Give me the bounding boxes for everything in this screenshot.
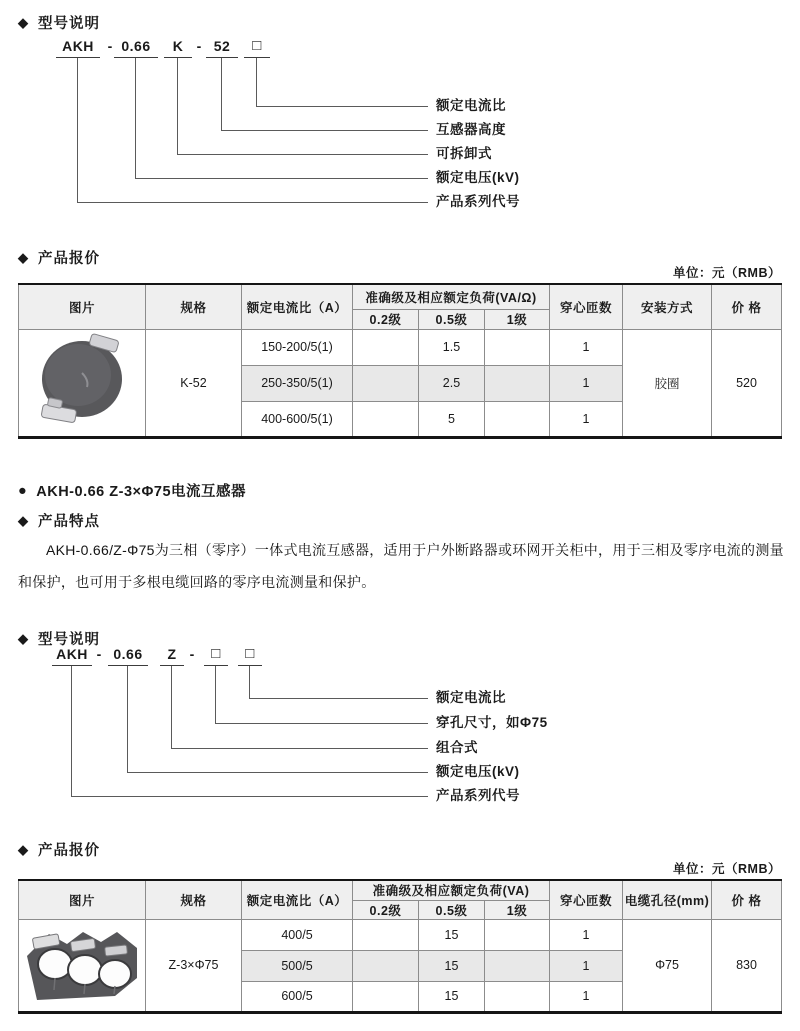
circle-bullet-icon: ●	[18, 482, 28, 499]
connector-line	[77, 58, 78, 202]
header-accuracy-group: 准确级及相应额定负荷(VA)	[353, 880, 550, 900]
cell-cable-hole: Φ75	[623, 919, 712, 1012]
connector-line	[221, 58, 222, 130]
header-ratio: 额定电流比（A）	[242, 880, 353, 919]
model-dash: -	[107, 38, 113, 54]
cell-ratio: 600/5	[242, 981, 353, 1012]
header-ratio: 额定电流比（A）	[242, 284, 353, 329]
connector-line	[249, 666, 250, 698]
cell-acc-1	[485, 329, 550, 365]
z3-product-photo	[19, 919, 146, 1012]
diagram-label-hole-size: 穿孔尺寸，如Φ75	[436, 715, 548, 730]
cell-acc-02	[353, 401, 419, 437]
header-class-05: 0.5级	[419, 900, 485, 919]
cell-acc-1	[485, 919, 550, 950]
cell-acc-02	[353, 919, 419, 950]
cell-acc-05: 5	[419, 401, 485, 437]
model-part-type: Z	[160, 646, 184, 666]
k52-round-ct-image	[32, 333, 132, 429]
connector-line	[177, 154, 428, 155]
cell-ratio: 500/5	[242, 950, 353, 981]
cell-price: 520	[712, 329, 782, 437]
connector-line	[77, 202, 428, 203]
model-part-series: AKH	[52, 646, 92, 666]
price-table-z3	[18, 879, 782, 1014]
model-part-series: AKH	[56, 38, 100, 58]
header-class-02: 0.2级	[353, 309, 419, 329]
header-turns: 穿心匝数	[550, 880, 623, 919]
header-class-02: 0.2级	[353, 900, 419, 919]
model-dash: -	[189, 646, 195, 662]
connector-line	[215, 666, 216, 723]
connector-line	[71, 666, 72, 796]
cell-acc-1	[485, 981, 550, 1012]
cell-acc-1	[485, 365, 550, 401]
model-part-placeholder-box: □	[244, 38, 270, 58]
model-part-height: 52	[206, 38, 238, 58]
diagram-label-voltage: 额定电压(kV)	[436, 764, 520, 779]
table-header-row	[19, 880, 782, 900]
header-turns: 穿心匝数	[550, 284, 623, 329]
header-class-1: 1级	[485, 309, 550, 329]
cell-acc-05: 15	[419, 950, 485, 981]
cell-acc-05: 1.5	[419, 329, 485, 365]
cell-install: 胶圈	[623, 329, 712, 437]
model-part-placeholder-box: □	[204, 646, 228, 666]
connector-line	[171, 666, 172, 748]
connector-line	[221, 130, 428, 131]
connector-line	[135, 178, 428, 179]
header-image: 图片	[19, 284, 146, 329]
diamond-bullet-icon: ◆	[18, 631, 29, 646]
table-header-row	[19, 284, 782, 309]
cell-price: 830	[712, 919, 782, 1012]
connector-line	[135, 58, 136, 178]
connector-line	[177, 58, 178, 154]
cell-ratio: 150-200/5(1)	[242, 329, 353, 365]
table-row	[19, 329, 782, 365]
header-spec: 规格	[146, 880, 242, 919]
connector-line	[256, 58, 257, 106]
diamond-bullet-icon: ◆	[18, 15, 29, 30]
diamond-bullet-icon: ◆	[18, 250, 29, 265]
section-heading-quote-1	[18, 247, 100, 268]
cell-acc-1	[485, 401, 550, 437]
connector-line	[127, 666, 128, 772]
cell-turns: 1	[550, 401, 623, 437]
diagram-label-combined: 组合式	[436, 740, 478, 755]
cell-ratio: 400/5	[242, 919, 353, 950]
section-heading-features	[18, 510, 100, 531]
cell-acc-1	[485, 950, 550, 981]
cell-acc-05: 15	[419, 919, 485, 950]
diagram-label-current-ratio: 额定电流比	[436, 98, 506, 113]
cell-ratio: 400-600/5(1)	[242, 401, 353, 437]
product-title-label: AKH-0.66 Z-3×Φ75电流互感器	[36, 484, 247, 500]
cell-spec: Z-3×Φ75	[146, 919, 242, 1012]
cell-acc-02	[353, 365, 419, 401]
header-price: 价 格	[712, 284, 782, 329]
table-row	[19, 919, 782, 950]
connector-line	[256, 106, 428, 107]
section-heading-label: 产品特点	[38, 514, 100, 530]
section-heading-quote-2	[18, 839, 100, 860]
cell-turns: 1	[550, 919, 623, 950]
diamond-bullet-icon: ◆	[18, 842, 29, 857]
header-class-1: 1级	[485, 900, 550, 919]
diagram-label-voltage: 额定电压(kV)	[436, 170, 520, 185]
header-image: 图片	[19, 880, 146, 919]
header-cable-hole: 电缆孔径(mm)	[623, 880, 712, 919]
features-paragraph: AKH-0.66/Z-Φ75为三相（零序）一体式电流互感器，适用于户外断路器或环网开关柜中，用于三相及零序电流的测量和保护，也可用于多根电缆回路的零序电流测量和保护。	[18, 542, 784, 590]
cell-acc-02	[353, 329, 419, 365]
cell-ratio: 250-350/5(1)	[242, 365, 353, 401]
connector-line	[71, 796, 428, 797]
section-heading-label: 型号说明	[38, 16, 100, 32]
section-heading-label: 型号说明	[38, 632, 100, 648]
cell-acc-02	[353, 950, 419, 981]
header-spec: 规格	[146, 284, 242, 329]
diamond-bullet-icon: ◆	[18, 513, 29, 528]
cell-acc-02	[353, 981, 419, 1012]
model-dash: -	[96, 646, 102, 662]
connector-line	[171, 748, 428, 749]
model-diagram-1	[0, 0, 800, 230]
header-accuracy-group: 准确级及相应额定负荷(VA/Ω)	[353, 284, 550, 309]
z3-triple-hole-ct-image	[21, 922, 143, 1006]
connector-line	[215, 723, 428, 724]
model-part-voltage: 0.66	[114, 38, 158, 58]
connector-line	[127, 772, 428, 773]
header-class-05: 0.5级	[419, 309, 485, 329]
cell-acc-05: 2.5	[419, 365, 485, 401]
k52-product-photo	[19, 329, 146, 437]
diagram-label-detachable: 可拆卸式	[436, 146, 492, 161]
model-part-placeholder-box: □	[238, 646, 262, 666]
section-heading-label: 产品报价	[38, 843, 100, 859]
diagram-label-series-code: 产品系列代号	[436, 788, 520, 803]
price-table-k52	[18, 283, 782, 439]
cell-turns: 1	[550, 950, 623, 981]
header-install: 安装方式	[623, 284, 712, 329]
product-title	[18, 480, 246, 501]
unit-label: 单位：元（RMB）	[673, 266, 781, 280]
model-part-type: K	[164, 38, 192, 58]
cell-turns: 1	[550, 329, 623, 365]
model-part-voltage: 0.66	[108, 646, 148, 666]
cell-acc-05: 15	[419, 981, 485, 1012]
diagram-label-series-code: 产品系列代号	[436, 194, 520, 209]
model-dash: -	[196, 38, 202, 54]
unit-label: 单位：元（RMB）	[673, 862, 781, 876]
section-heading-label: 产品报价	[38, 251, 100, 267]
cell-spec: K-52	[146, 329, 242, 437]
connector-line	[249, 698, 428, 699]
cell-turns: 1	[550, 981, 623, 1012]
header-price: 价 格	[712, 880, 782, 919]
cell-turns: 1	[550, 365, 623, 401]
diagram-label-current-ratio: 额定电流比	[436, 690, 506, 705]
diagram-label-height: 互感器高度	[436, 122, 506, 137]
